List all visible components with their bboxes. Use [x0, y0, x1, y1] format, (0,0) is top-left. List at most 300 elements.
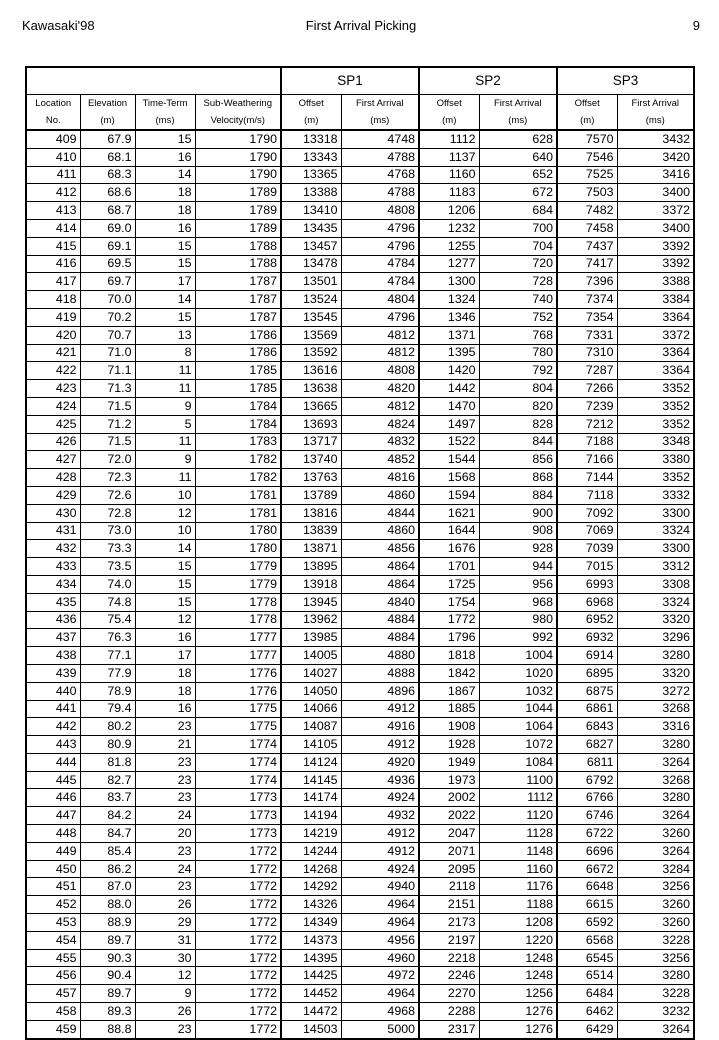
cell-sp3-offset: 7396 — [557, 273, 617, 291]
table-row — [26, 931, 694, 949]
cell-sp1-first-arrival: 4804 — [341, 291, 419, 309]
cell-sub-weathering-velocity: 1772 — [195, 985, 281, 1003]
cell-sp1-offset: 14174 — [281, 789, 341, 807]
cell-sub-weathering-velocity: 1772 — [195, 949, 281, 967]
cell-sp1-offset: 13524 — [281, 291, 341, 309]
table-row — [26, 308, 694, 326]
cell-sp3-offset: 7546 — [557, 148, 617, 166]
cell-sp3-offset: 6843 — [557, 718, 617, 736]
cell-sp1-offset: 14268 — [281, 860, 341, 878]
cell-sp1-offset: 13569 — [281, 326, 341, 344]
cell-elevation: 82.7 — [80, 771, 135, 789]
cell-sp2-offset: 1842 — [419, 664, 479, 682]
cell-sp3-offset: 7458 — [557, 219, 617, 237]
cell-location: 455 — [26, 949, 80, 967]
cell-sp2-offset: 1818 — [419, 647, 479, 665]
cell-time-term: 11 — [135, 433, 195, 451]
cell-sp2-first-arrival: 1276 — [479, 1003, 557, 1021]
cell-elevation: 88.8 — [80, 1020, 135, 1038]
cell-location: 417 — [26, 273, 80, 291]
cell-time-term: 23 — [135, 878, 195, 896]
cell-sp2-offset: 2071 — [419, 842, 479, 860]
table-row — [26, 558, 694, 576]
table-row — [26, 255, 694, 273]
cell-sp1-offset: 14503 — [281, 1020, 341, 1038]
cell-sp2-first-arrival: 684 — [479, 202, 557, 220]
cell-sp1-offset: 14219 — [281, 825, 341, 843]
cell-sp3-first-arrival: 3420 — [617, 148, 694, 166]
table-row — [26, 326, 694, 344]
table-row — [26, 914, 694, 932]
cell-elevation: 68.1 — [80, 148, 135, 166]
cell-sub-weathering-velocity: 1782 — [195, 451, 281, 469]
cell-sp1-offset: 14326 — [281, 896, 341, 914]
cell-sp2-offset: 2047 — [419, 825, 479, 843]
cell-sp3-first-arrival: 3352 — [617, 380, 694, 398]
cell-elevation: 80.9 — [80, 736, 135, 754]
cell-sp1-first-arrival: 4924 — [341, 860, 419, 878]
cell-time-term: 17 — [135, 647, 195, 665]
cell-sp1-offset: 13616 — [281, 362, 341, 380]
cell-elevation: 85.4 — [80, 842, 135, 860]
table-row — [26, 397, 694, 415]
cell-sp2-offset: 1544 — [419, 451, 479, 469]
cell-sp1-first-arrival: 4912 — [341, 736, 419, 754]
cell-time-term: 23 — [135, 753, 195, 771]
cell-sp1-offset: 14145 — [281, 771, 341, 789]
cell-time-term: 12 — [135, 504, 195, 522]
cell-time-term: 26 — [135, 1003, 195, 1021]
table-row — [26, 807, 694, 825]
cell-sp3-first-arrival: 3348 — [617, 433, 694, 451]
cell-elevation: 73.3 — [80, 540, 135, 558]
cell-elevation: 88.9 — [80, 914, 135, 932]
cell-sp2-offset: 1371 — [419, 326, 479, 344]
cell-sp3-first-arrival: 3352 — [617, 397, 694, 415]
cell-sp2-offset: 2197 — [419, 931, 479, 949]
cell-sp2-offset: 2173 — [419, 914, 479, 932]
cell-sp1-offset: 13717 — [281, 433, 341, 451]
cell-sp1-first-arrival: 4912 — [341, 825, 419, 843]
cell-sub-weathering-velocity: 1790 — [195, 130, 281, 148]
cell-time-term: 5 — [135, 415, 195, 433]
cell-sp1-offset: 14349 — [281, 914, 341, 932]
cell-location: 419 — [26, 308, 80, 326]
cell-location: 443 — [26, 736, 80, 754]
cell-sp3-offset: 7118 — [557, 486, 617, 504]
cell-sub-weathering-velocity: 1776 — [195, 682, 281, 700]
cell-time-term: 13 — [135, 326, 195, 344]
table-row — [26, 575, 694, 593]
cell-sub-weathering-velocity: 1780 — [195, 522, 281, 540]
cell-sp3-offset: 6952 — [557, 611, 617, 629]
cell-sp1-offset: 14124 — [281, 753, 341, 771]
cell-sp1-first-arrival: 4788 — [341, 148, 419, 166]
cell-sp1-offset: 14395 — [281, 949, 341, 967]
cell-sub-weathering-velocity: 1779 — [195, 558, 281, 576]
cell-sp3-first-arrival: 3308 — [617, 575, 694, 593]
cell-sp3-first-arrival: 3272 — [617, 682, 694, 700]
cell-sp2-first-arrival: 1084 — [479, 753, 557, 771]
cell-sp1-first-arrival: 4812 — [341, 397, 419, 415]
cell-sp3-first-arrival: 3400 — [617, 184, 694, 202]
column-header-sp3-first-arrival: First Arrival — [617, 95, 694, 113]
cell-sp2-first-arrival: 944 — [479, 558, 557, 576]
cell-time-term: 16 — [135, 629, 195, 647]
cell-location: 414 — [26, 219, 80, 237]
cell-sp2-first-arrival: 792 — [479, 362, 557, 380]
table-row — [26, 985, 694, 1003]
table-row — [26, 415, 694, 433]
table-row — [26, 718, 694, 736]
cell-sp3-first-arrival: 3352 — [617, 415, 694, 433]
cell-elevation: 84.2 — [80, 807, 135, 825]
cell-sp1-first-arrival: 4864 — [341, 558, 419, 576]
cell-sp3-first-arrival: 3352 — [617, 469, 694, 487]
cell-sp2-offset: 1754 — [419, 593, 479, 611]
cell-sp1-first-arrival: 4796 — [341, 219, 419, 237]
cell-sp3-offset: 6766 — [557, 789, 617, 807]
cell-sp3-first-arrival: 3384 — [617, 291, 694, 309]
cell-sub-weathering-velocity: 1772 — [195, 931, 281, 949]
cell-sp2-first-arrival: 1044 — [479, 700, 557, 718]
cell-location: 409 — [26, 130, 80, 148]
cell-sub-weathering-velocity: 1786 — [195, 344, 281, 362]
cell-time-term: 18 — [135, 184, 195, 202]
cell-sp1-offset: 13789 — [281, 486, 341, 504]
cell-sp3-offset: 7144 — [557, 469, 617, 487]
cell-location: 457 — [26, 985, 80, 1003]
cell-sp1-offset: 14087 — [281, 718, 341, 736]
column-header-location: Location — [26, 95, 80, 113]
cell-time-term: 14 — [135, 166, 195, 184]
cell-sp1-offset: 14425 — [281, 967, 341, 985]
column-header-sp3-offset: Offset — [557, 95, 617, 113]
cell-sp1-offset: 14105 — [281, 736, 341, 754]
cell-sp1-first-arrival: 4860 — [341, 486, 419, 504]
cell-sp2-offset: 2246 — [419, 967, 479, 985]
cell-sp2-offset: 1206 — [419, 202, 479, 220]
cell-sp3-first-arrival: 3364 — [617, 362, 694, 380]
cell-elevation: 89.7 — [80, 985, 135, 1003]
table-row — [26, 184, 694, 202]
cell-sp2-offset: 1160 — [419, 166, 479, 184]
cell-sp3-first-arrival: 3264 — [617, 842, 694, 860]
cell-sp3-first-arrival: 3372 — [617, 326, 694, 344]
cell-location: 446 — [26, 789, 80, 807]
cell-sp1-offset: 13962 — [281, 611, 341, 629]
cell-sp1-offset: 14292 — [281, 878, 341, 896]
column-header-sp1-offset: Offset — [281, 95, 341, 113]
cell-sp2-offset: 2218 — [419, 949, 479, 967]
cell-time-term: 20 — [135, 825, 195, 843]
cell-sp1-offset: 13638 — [281, 380, 341, 398]
cell-sp3-offset: 6568 — [557, 931, 617, 949]
cell-sp3-first-arrival: 3264 — [617, 753, 694, 771]
table-row — [26, 237, 694, 255]
cell-sp1-first-arrival: 4812 — [341, 344, 419, 362]
cell-location: 435 — [26, 593, 80, 611]
cell-sp2-offset: 1928 — [419, 736, 479, 754]
cell-location: 431 — [26, 522, 80, 540]
cell-sp3-offset: 7503 — [557, 184, 617, 202]
cell-location: 445 — [26, 771, 80, 789]
cell-location: 444 — [26, 753, 80, 771]
cell-time-term: 31 — [135, 931, 195, 949]
cell-sub-weathering-velocity: 1782 — [195, 469, 281, 487]
cell-elevation: 84.7 — [80, 825, 135, 843]
cell-sp1-first-arrival: 4920 — [341, 753, 419, 771]
cell-sp1-offset: 14373 — [281, 931, 341, 949]
cell-sub-weathering-velocity: 1789 — [195, 202, 281, 220]
table-row — [26, 878, 694, 896]
cell-sp1-first-arrival: 4888 — [341, 664, 419, 682]
cell-sp3-first-arrival: 3256 — [617, 949, 694, 967]
table-row — [26, 540, 694, 558]
cell-time-term: 11 — [135, 380, 195, 398]
cell-sp1-offset: 14244 — [281, 842, 341, 860]
cell-sp1-offset: 13693 — [281, 415, 341, 433]
cell-sp1-first-arrival: 4796 — [341, 308, 419, 326]
cell-elevation: 69.1 — [80, 237, 135, 255]
cell-sp3-first-arrival: 3256 — [617, 878, 694, 896]
cell-elevation: 70.7 — [80, 326, 135, 344]
cell-sp1-offset: 13365 — [281, 166, 341, 184]
cell-sp1-offset: 13545 — [281, 308, 341, 326]
cell-elevation: 89.3 — [80, 1003, 135, 1021]
cell-sp3-first-arrival: 3280 — [617, 967, 694, 985]
cell-sp2-first-arrival: 640 — [479, 148, 557, 166]
column-unit-sp3-offset: (m) — [557, 112, 617, 130]
cell-sp2-offset: 2317 — [419, 1020, 479, 1038]
cell-time-term: 18 — [135, 664, 195, 682]
cell-elevation: 73.0 — [80, 522, 135, 540]
cell-location: 422 — [26, 362, 80, 380]
column-unit-location: No. — [26, 112, 80, 130]
cell-sp1-first-arrival: 4784 — [341, 273, 419, 291]
cell-sp2-first-arrival: 780 — [479, 344, 557, 362]
cell-sub-weathering-velocity: 1772 — [195, 967, 281, 985]
cell-sp1-first-arrival: 4880 — [341, 647, 419, 665]
cell-sp3-first-arrival: 3280 — [617, 789, 694, 807]
cell-sp2-first-arrival: 1072 — [479, 736, 557, 754]
cell-elevation: 72.0 — [80, 451, 135, 469]
cell-sub-weathering-velocity: 1781 — [195, 486, 281, 504]
cell-time-term: 9 — [135, 985, 195, 1003]
cell-location: 420 — [26, 326, 80, 344]
cell-location: 415 — [26, 237, 80, 255]
cell-sp1-first-arrival: 4884 — [341, 629, 419, 647]
table-row — [26, 433, 694, 451]
cell-location: 429 — [26, 486, 80, 504]
cell-sp2-first-arrival: 1220 — [479, 931, 557, 949]
cell-sub-weathering-velocity: 1778 — [195, 593, 281, 611]
cell-location: 426 — [26, 433, 80, 451]
cell-sp3-offset: 7092 — [557, 504, 617, 522]
cell-sp3-offset: 7166 — [557, 451, 617, 469]
cell-elevation: 86.2 — [80, 860, 135, 878]
cell-sp3-offset: 7039 — [557, 540, 617, 558]
cell-sub-weathering-velocity: 1774 — [195, 771, 281, 789]
cell-sp1-first-arrival: 4844 — [341, 504, 419, 522]
cell-elevation: 90.3 — [80, 949, 135, 967]
table-row — [26, 219, 694, 237]
cell-sp2-offset: 1644 — [419, 522, 479, 540]
column-header-sp1-first-arrival: First Arrival — [341, 95, 419, 113]
cell-time-term: 15 — [135, 237, 195, 255]
cell-sp2-first-arrival: 704 — [479, 237, 557, 255]
cell-sp2-offset: 1497 — [419, 415, 479, 433]
table-row — [26, 166, 694, 184]
table-row — [26, 753, 694, 771]
cell-sp3-offset: 6429 — [557, 1020, 617, 1038]
cell-location: 442 — [26, 718, 80, 736]
cell-sp1-offset: 13918 — [281, 575, 341, 593]
cell-sp1-first-arrival: 4884 — [341, 611, 419, 629]
cell-time-term: 9 — [135, 397, 195, 415]
cell-sp2-offset: 1395 — [419, 344, 479, 362]
cell-sp1-offset: 13592 — [281, 344, 341, 362]
cell-sp3-offset: 7570 — [557, 130, 617, 148]
cell-sp1-first-arrival: 4796 — [341, 237, 419, 255]
cell-sub-weathering-velocity: 1790 — [195, 166, 281, 184]
cell-sp3-offset: 7188 — [557, 433, 617, 451]
column-unit-elevation: (m) — [80, 112, 135, 130]
cell-sp2-first-arrival: 1004 — [479, 647, 557, 665]
cell-sp3-first-arrival: 3392 — [617, 237, 694, 255]
cell-location: 458 — [26, 1003, 80, 1021]
cell-sp1-offset: 14005 — [281, 647, 341, 665]
cell-time-term: 16 — [135, 148, 195, 166]
cell-sp3-offset: 7287 — [557, 362, 617, 380]
column-header-sub-weathering-velocity: Sub-Weathering — [195, 95, 281, 113]
cell-location: 433 — [26, 558, 80, 576]
cell-sp3-first-arrival: 3296 — [617, 629, 694, 647]
cell-elevation: 71.5 — [80, 433, 135, 451]
table-row — [26, 469, 694, 487]
cell-elevation: 71.0 — [80, 344, 135, 362]
cell-elevation: 68.6 — [80, 184, 135, 202]
column-header-sp2-offset: Offset — [419, 95, 479, 113]
cell-sp3-offset: 6672 — [557, 860, 617, 878]
cell-sp1-first-arrival: 4808 — [341, 362, 419, 380]
cell-sp2-first-arrival: 1120 — [479, 807, 557, 825]
cell-time-term: 18 — [135, 682, 195, 700]
cell-sp2-offset: 1885 — [419, 700, 479, 718]
cell-sp2-offset: 1137 — [419, 148, 479, 166]
cell-sp1-offset: 14194 — [281, 807, 341, 825]
cell-location: 459 — [26, 1020, 80, 1038]
cell-time-term: 23 — [135, 842, 195, 860]
column-header-elevation: Elevation — [80, 95, 135, 113]
cell-sp1-offset: 14066 — [281, 700, 341, 718]
cell-sp1-first-arrival: 4964 — [341, 914, 419, 932]
cell-sp2-first-arrival: 928 — [479, 540, 557, 558]
cell-elevation: 68.3 — [80, 166, 135, 184]
cell-sub-weathering-velocity: 1778 — [195, 611, 281, 629]
cell-sp3-offset: 7239 — [557, 397, 617, 415]
page-header — [22, 18, 700, 36]
cell-sp1-first-arrival: 4824 — [341, 415, 419, 433]
cell-sp2-offset: 1277 — [419, 255, 479, 273]
cell-location: 451 — [26, 878, 80, 896]
cell-sp2-first-arrival: 804 — [479, 380, 557, 398]
cell-sp2-first-arrival: 1128 — [479, 825, 557, 843]
column-unit-sp1-offset: (m) — [281, 112, 341, 130]
cell-sub-weathering-velocity: 1781 — [195, 504, 281, 522]
cell-sp2-offset: 1420 — [419, 362, 479, 380]
cell-sp3-offset: 6696 — [557, 842, 617, 860]
cell-sub-weathering-velocity: 1775 — [195, 700, 281, 718]
cell-time-term: 8 — [135, 344, 195, 362]
cell-elevation: 74.8 — [80, 593, 135, 611]
cell-location: 425 — [26, 415, 80, 433]
cell-location: 423 — [26, 380, 80, 398]
cell-sp3-offset: 6827 — [557, 736, 617, 754]
cell-sp1-first-arrival: 4840 — [341, 593, 419, 611]
cell-sp3-first-arrival: 3280 — [617, 736, 694, 754]
cell-sp3-first-arrival: 3324 — [617, 593, 694, 611]
cell-sub-weathering-velocity: 1776 — [195, 664, 281, 682]
cell-sp2-first-arrival: 884 — [479, 486, 557, 504]
table-row — [26, 825, 694, 843]
cell-location: 432 — [26, 540, 80, 558]
cell-sp3-offset: 7015 — [557, 558, 617, 576]
cell-location: 411 — [26, 166, 80, 184]
cell-sp1-offset: 13665 — [281, 397, 341, 415]
cell-elevation: 74.0 — [80, 575, 135, 593]
cell-sp3-first-arrival: 3284 — [617, 860, 694, 878]
cell-sp1-offset: 13740 — [281, 451, 341, 469]
cell-time-term: 24 — [135, 807, 195, 825]
cell-location: 456 — [26, 967, 80, 985]
cell-location: 441 — [26, 700, 80, 718]
column-header-sp2-first-arrival: First Arrival — [479, 95, 557, 113]
cell-sp3-first-arrival: 3380 — [617, 451, 694, 469]
cell-elevation: 72.6 — [80, 486, 135, 504]
cell-sp2-offset: 1676 — [419, 540, 479, 558]
cell-sub-weathering-velocity: 1777 — [195, 629, 281, 647]
table-row — [26, 380, 694, 398]
cell-elevation: 77.9 — [80, 664, 135, 682]
cell-time-term: 9 — [135, 451, 195, 469]
table-row — [26, 593, 694, 611]
cell-sp1-offset: 13816 — [281, 504, 341, 522]
cell-time-term: 12 — [135, 611, 195, 629]
cell-sp2-offset: 1701 — [419, 558, 479, 576]
cell-sp1-offset: 14050 — [281, 682, 341, 700]
cell-sp2-first-arrival: 908 — [479, 522, 557, 540]
cell-sp1-offset: 13410 — [281, 202, 341, 220]
cell-sp3-offset: 7437 — [557, 237, 617, 255]
cell-location: 448 — [26, 825, 80, 843]
cell-elevation: 78.9 — [80, 682, 135, 700]
cell-sp2-first-arrival: 1208 — [479, 914, 557, 932]
cell-sp2-first-arrival: 768 — [479, 326, 557, 344]
cell-sub-weathering-velocity: 1790 — [195, 148, 281, 166]
cell-sub-weathering-velocity: 1785 — [195, 380, 281, 398]
column-unit-sp3-first-arrival: (ms) — [617, 112, 694, 130]
document-title: First Arrival Picking — [305, 18, 417, 33]
cell-time-term: 17 — [135, 273, 195, 291]
cell-sp1-offset: 13839 — [281, 522, 341, 540]
cell-sp2-first-arrival: 728 — [479, 273, 557, 291]
cell-elevation: 90.4 — [80, 967, 135, 985]
cell-sp3-offset: 7212 — [557, 415, 617, 433]
cell-sp3-offset: 6792 — [557, 771, 617, 789]
cell-sp1-offset: 13343 — [281, 148, 341, 166]
cell-sp3-first-arrival: 3300 — [617, 504, 694, 522]
